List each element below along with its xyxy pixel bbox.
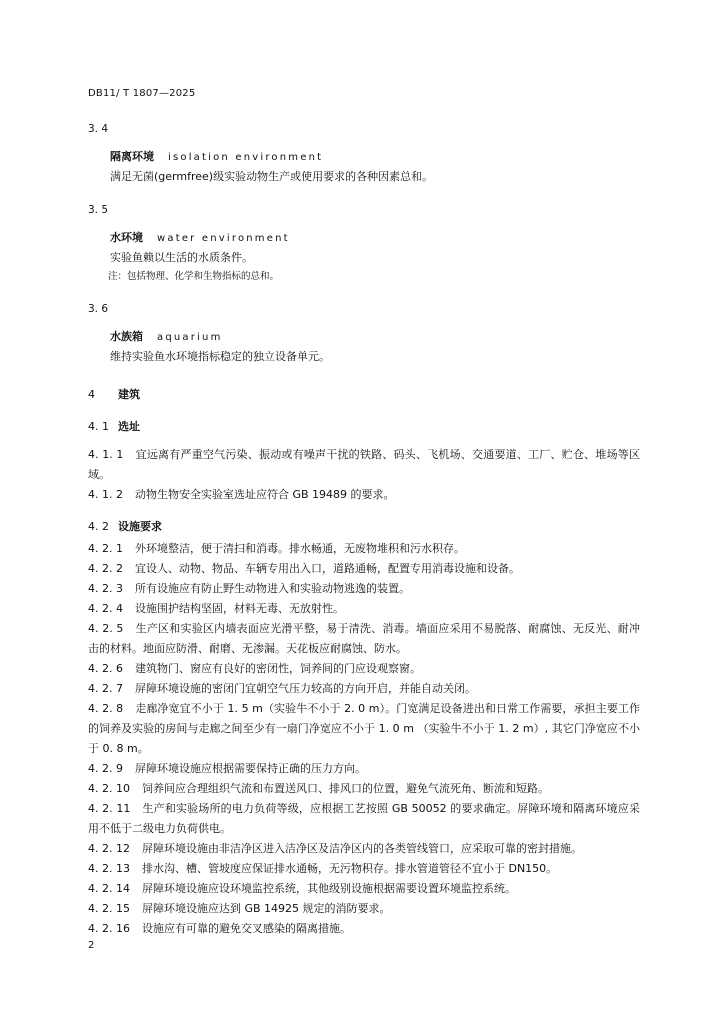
clause [88, 579, 640, 599]
term-number: 3. 4 [88, 123, 109, 135]
clause-text: 建筑物门、窗应有良好的密闭性，饲养间的门应设观察窗。 [134, 662, 421, 675]
term-title-en: isolation environment [168, 152, 324, 163]
term-title [110, 229, 640, 248]
clause-text: 生产和实验场所的电力负荷等级，应根据工艺按照 GB 50052 的要求确定。屏障环境和隔离环境应采用不低于二级电力负荷供电。 [88, 802, 640, 835]
clause [88, 779, 640, 799]
clause-number: 4. 2. 14 [88, 882, 130, 895]
clause-text: 屏障环境设施由非洁净区进入洁净区及洁净区内的各类管线管口，应采取可靠的密封措施。 [141, 842, 582, 855]
clause-number: 4. 2. 1 [88, 542, 123, 555]
clause-number: 4. 2. 5 [88, 622, 124, 635]
term-definition: 实验鱼赖以生活的水质条件。 [110, 251, 253, 264]
clause [88, 879, 640, 899]
clause-number: 4. 2. 12 [88, 842, 130, 855]
clause-text: 走廊净宽宜不小于 1. 5 m（实验牛不小于 2. 0 m）。门宽满足设备进出和日常工作需要，承担主要工作的饲养及实验的房间与走廊之间至少有一扇门净宽应不小于 1. 0 m （实验牛不小于 1. 2 m）, 其它门净宽应不小于 0. 8 m。 [88, 702, 640, 755]
clause-text: 宜远离有严重空气污染、振动或有噪声干扰的铁路、码头、飞机场、交通要道、工厂、贮仓、堆场等区域。 [88, 448, 641, 481]
clause-number: 4. 2. 16 [88, 922, 130, 935]
term-definition: 满足无菌(germfree)级实验动物生产或使用要求的各种因素总和。 [110, 170, 434, 183]
clause [88, 539, 640, 559]
clause-text: 外环境整洁，便于清扫和消毒。排水畅通，无废物堆积和污水积存。 [134, 542, 465, 555]
clause-text: 动物生物安全实验室选址应符合 GB 19489 的要求。 [134, 488, 395, 501]
clause-text: 设施应有可靠的避免交叉感染的隔离措施。 [141, 922, 351, 935]
clause-text: 宜设人、动物、物品、车辆专用出入口，道路通畅，配置专用消毒设施和设备。 [134, 562, 520, 575]
section-heading [88, 385, 640, 405]
clause-number: 4. 2. 11 [88, 802, 131, 815]
clause [88, 919, 640, 939]
term-entry [88, 300, 640, 367]
subsection-number: 4. 1 [88, 420, 109, 433]
clause-number: 4. 2. 9 [88, 762, 123, 775]
clause-number: 4. 2. 2 [88, 562, 123, 575]
clause-text: 屏障环境设施应根据需要保持正确的压力方向。 [134, 762, 366, 775]
clause-number: 4. 2. 10 [88, 782, 130, 795]
section-number: 4 [88, 388, 95, 401]
term-entry [88, 120, 640, 187]
clause-text: 饲养间应合理组织气流和布置送风口、排风口的位置，避免气流死角、断流和短路。 [141, 782, 549, 795]
term-title-zh: 水环境 [110, 231, 143, 244]
clause-number: 4. 2. 7 [88, 682, 123, 695]
term-definition: 维持实验鱼水环境指标稳定的独立设备单元。 [110, 350, 330, 363]
term-number: 3. 5 [88, 204, 109, 216]
clause [88, 899, 640, 919]
clause-number: 4. 2. 3 [88, 582, 123, 595]
term-title-zh: 水族箱 [110, 330, 143, 343]
clause [88, 859, 640, 879]
clause-text: 所有设施应有防止野生动物进入和实验动物逃逸的装置。 [134, 582, 410, 595]
clause-text: 排水沟、槽、管坡度应保证排水通畅，无污物积存。排水管道管径不宜小于 DN150。 [141, 862, 558, 875]
term-entry [88, 201, 640, 286]
subsection-heading [88, 417, 640, 437]
term-number: 3. 6 [88, 303, 109, 315]
clause-number: 4. 2. 6 [88, 662, 123, 675]
document-code-header: DB11/ T 1807—2025 [88, 88, 196, 99]
term-title [110, 148, 640, 167]
clause [88, 679, 640, 699]
clause [88, 485, 640, 505]
term-title [110, 328, 640, 347]
clause [88, 445, 640, 485]
term-title-en: aquarium [157, 332, 223, 343]
clause-number: 4. 1. 1 [88, 448, 124, 461]
term-title-zh: 隔离环境 [110, 150, 154, 163]
clause [88, 759, 640, 779]
clause [88, 599, 640, 619]
clause-number: 4. 2. 15 [88, 902, 130, 915]
clause [88, 619, 640, 659]
section-title: 建筑 [118, 388, 140, 401]
subsection-heading [88, 517, 640, 537]
subsection-number: 4. 2 [88, 520, 109, 533]
clause-text: 屏障环境设施的密闭门宜朝空气压力较高的方向开启，并能自动关闭。 [134, 682, 476, 695]
clause-number: 4. 1. 2 [88, 488, 123, 501]
clause-number: 4. 2. 13 [88, 862, 130, 875]
subsection-title: 选址 [118, 420, 140, 433]
clause-text: 屏障环境设施应达到 GB 14925 规定的消防要求。 [141, 902, 391, 915]
clause [88, 659, 640, 679]
clause-text: 屏障环境设施应设环境监控系统，其他级别设施根据需要设置环境监控系统。 [141, 882, 516, 895]
clause-number: 4. 2. 4 [88, 602, 123, 615]
clause [88, 699, 640, 759]
clause [88, 839, 640, 859]
clause-text: 生产区和实验区内墙表面应光滑平整，易于清洗、消毒。墙面应采用不易脱落、耐腐蚀、无反光、耐冲击的材料。地面应防滑、耐磨、无渗漏。天花板应耐腐蚀、防水。 [88, 622, 641, 655]
clause [88, 799, 640, 839]
clause [88, 559, 640, 579]
term-title-en: water environment [157, 233, 290, 244]
document-body [88, 118, 640, 939]
subsection-title: 设施要求 [118, 520, 162, 533]
clause-number: 4. 2. 8 [88, 702, 124, 715]
term-note: 注：包括物理、化学和生物指标的总和。 [108, 271, 280, 282]
page-number: 2 [88, 940, 95, 951]
clause-text: 设施围护结构坚固，材料无毒、无放射性。 [134, 602, 344, 615]
